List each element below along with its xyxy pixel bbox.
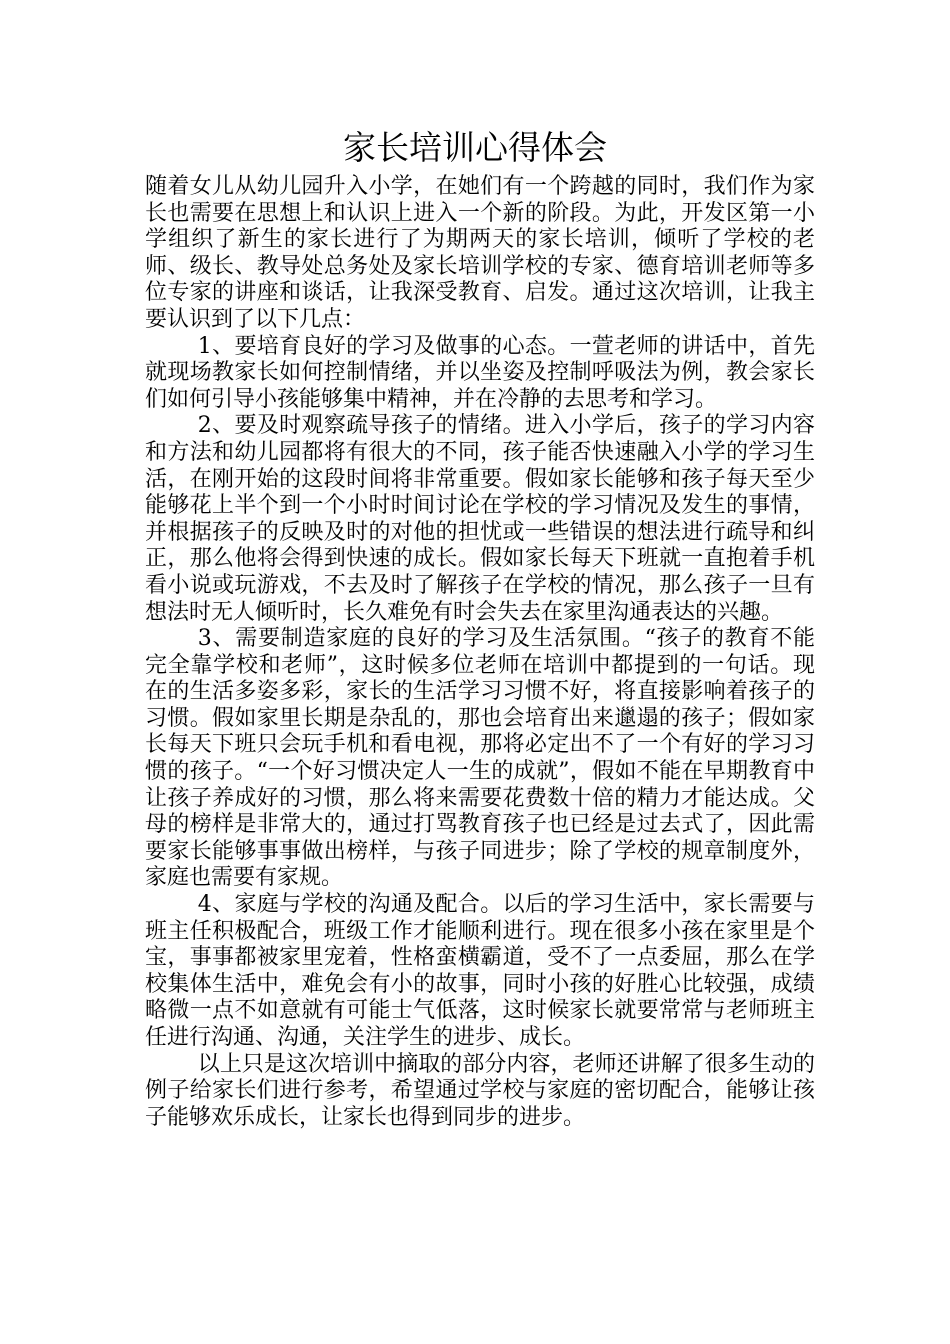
body-paragraph-conclusion: 以上只是这次培训中摘取的部分内容，老师还讲解了很多生动的例子给家长们进行参考，希望通过学校与家庭的密切配合，能够让孩子能够欢乐成长，让家长也得到同步的进步。 [145,1051,815,1130]
document-title: 家长培训心得体会 [343,128,607,167]
body-paragraph-point-4: 4、家庭与学校的沟通及配合。以后的学习生活中，家长需要与班主任积极配合，班级工作才能顺利进行。现在很多小孩在家里是个宝，事事都被家里宠着，性格蛮横霸道，受不了一点委屈，那么在学校集体生活中，难免会有小的故事，同时小孩的好胜心比较强，成绩略微一点不如意就有可能士气低落，这时候家长就要常常与老师班主任进行沟通、沟通，关注学生的进步、成长。 [145,892,815,1050]
body-paragraph-point-1: 1、要培育良好的学习及做事的心态。一萱老师的讲话中，首先就现场教家长如何控制情绪，并以坐姿及控制呼吸法为例，教会家长们如何引导小孩能够集中精神，并在冷静的去思考和学习。 [145,333,815,412]
body-paragraph-intro: 随着女儿从幼儿园升入小学，在她们有一个跨越的同时，我们作为家长也需要在思想上和认识上进入一个新的阶段。为此，开发区第一小学组织了新生的家长进行了为期两天的家长培训，倾听了学校的老师、级长、教导处总务处及家长培训学校的专家、德育培训老师等多位专家的讲座和谈话，让我深受教育、启发。通过这次培训，让我主要认识到了以下几点： [145,174,815,332]
body-paragraph-point-3: 3、需要制造家庭的良好的学习及生活氛围。“孩子的教育不能完全靠学校和老师”，这时候多位老师在培训中都提到的一句话。现在的生活多姿多彩，家长的生活学习习惯不好，将直接影响着孩子的习惯。假如家里长期是杂乱的，那也会培育出来邋遢的孩子；假如家长每天下班只会玩手机和看电视，那将必定出不了一个有好的学习习惯的孩子。“一个好习惯决定人一生的成就”，假如不能在早期教育中让孩子养成好的习惯，那么将来需要花费数十倍的精力才能达成。父母的榜样是非常大的，通过打骂教育孩子也已经是过去式了，因此需要家长能够事事做出榜样，与孩子同进步；除了学校的规章制度外，家庭也需要有家规。 [145,626,815,891]
body-paragraph-point-2: 2、要及时观察疏导孩子的情绪。进入小学后，孩子的学习内容和方法和幼儿园都将有很大的不同，孩子能否快速融入小学的学习生活，在刚开始的这段时间将非常重要。假如家长能够和孩子每天至少能够花上半个到一个小时时间讨论在学校的学习情况及发生的事情，并根据孩子的反映及时的对他的担忧或一些错误的想法进行疏导和纠正，那么他将会得到快速的成长。假如家长每天下班就一直抱着手机看小说或玩游戏，不去及时了解孩子在学校的情况，那么孩子一旦有想法时无人倾听时，长久难免有时会失去在家里沟通表达的兴趣。 [145,413,815,625]
document-body [145,174,815,1131]
